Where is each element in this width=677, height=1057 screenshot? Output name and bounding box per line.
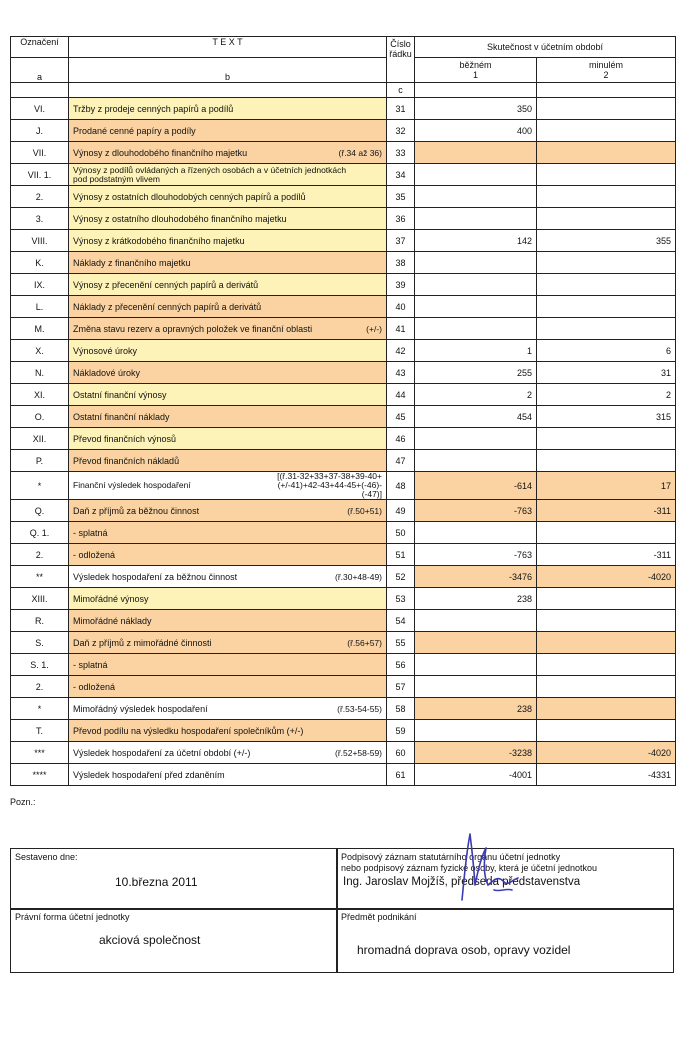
row-text-cell — [69, 296, 387, 318]
row-text-cell — [69, 340, 387, 362]
header-a: a — [11, 58, 69, 83]
row-text-cell — [69, 362, 387, 384]
value-previous: 6 — [537, 340, 676, 362]
table-row — [11, 472, 676, 500]
header-radku: řádku — [389, 49, 412, 59]
header-spacer-2 — [537, 83, 676, 98]
row-number: 43 — [387, 362, 415, 384]
legal-form-label: Právní forma účetní jednotky — [15, 912, 130, 922]
row-text-wrap — [73, 594, 382, 604]
signature-label-line-2: nebo podpisový záznam fyzické osoby, která je účetní jednotkou — [341, 863, 597, 873]
table-row — [11, 588, 676, 610]
table-row — [11, 98, 676, 120]
row-text-cell — [69, 274, 387, 296]
row-text: Výsledek hospodaření za běžnou činnost — [73, 571, 238, 582]
row-number: 59 — [387, 720, 415, 742]
row-number: 60 — [387, 742, 415, 764]
value-current — [415, 208, 537, 230]
value-current — [415, 296, 537, 318]
value-previous — [537, 588, 676, 610]
signature-label-line-1: Podpisový záznam statutárního orgánu účetní jednotky — [341, 852, 561, 862]
row-mark: 3. — [11, 208, 69, 230]
row-text: Mimořádný výsledek hospodaření — [73, 703, 208, 714]
header-row-2 — [11, 58, 676, 83]
value-current — [415, 164, 537, 186]
header-spacer-1 — [415, 83, 537, 98]
row-text: - odložená — [73, 681, 116, 692]
row-number: 58 — [387, 698, 415, 720]
table-row — [11, 742, 676, 764]
row-mark: XIII. — [11, 588, 69, 610]
table-row — [11, 522, 676, 544]
row-number: 48 — [387, 472, 415, 500]
row-formula: (+/-) — [366, 323, 382, 334]
row-number: 50 — [387, 522, 415, 544]
row-text-wrap — [73, 346, 382, 356]
row-text-wrap — [73, 412, 382, 422]
row-number: 39 — [387, 274, 415, 296]
row-text: Převod finančních nákladů — [73, 455, 180, 466]
row-text-wrap — [73, 638, 382, 648]
row-mark: 2. — [11, 544, 69, 566]
row-mark: S. 1. — [11, 654, 69, 676]
row-mark: * — [11, 472, 69, 500]
row-text-wrap — [73, 528, 382, 538]
row-mark: O. — [11, 406, 69, 428]
value-previous — [537, 98, 676, 120]
row-mark: VII. — [11, 142, 69, 164]
value-previous: 17 — [537, 472, 676, 500]
value-current — [415, 676, 537, 698]
row-mark: XI. — [11, 384, 69, 406]
row-text: Výnosové úroky — [73, 345, 138, 356]
row-formula: (ř.52+58-59) — [334, 747, 382, 758]
value-current — [415, 428, 537, 450]
row-mark: 2. — [11, 186, 69, 208]
row-text-wrap — [73, 192, 382, 202]
value-current — [415, 450, 537, 472]
header-cislo: Číslo — [390, 39, 411, 49]
row-number: 51 — [387, 544, 415, 566]
row-text: Daň z příjmů z mimořádné činnosti — [73, 637, 212, 648]
row-text-cell — [69, 450, 387, 472]
value-previous — [537, 296, 676, 318]
row-number: 49 — [387, 500, 415, 522]
value-current — [415, 252, 537, 274]
row-text: Náklady z finančního majetku — [73, 257, 191, 268]
row-text-cell — [69, 428, 387, 450]
row-text-cell — [69, 472, 387, 500]
row-number: 41 — [387, 318, 415, 340]
row-formula: (ř.53-54-55) — [337, 703, 382, 714]
row-text-wrap — [73, 236, 382, 246]
header-minule-col — [537, 58, 676, 83]
row-text-wrap — [73, 214, 382, 224]
header-minule: minulém — [589, 60, 624, 70]
row-text: Náklady z přecenění cenných papírů a derivátů — [73, 301, 262, 312]
row-text: - odložená — [73, 549, 116, 560]
row-number: 55 — [387, 632, 415, 654]
row-text: Výnosy z dlouhodobého finančního majetku — [73, 147, 248, 158]
row-text: Výnosy z krátkodobého finančního majetku — [73, 235, 245, 246]
row-text-wrap — [73, 726, 382, 736]
business-subject-value: hromadná doprava osob, opravy vozidel — [357, 943, 571, 957]
row-mark: P. — [11, 450, 69, 472]
row-text-cell — [69, 610, 387, 632]
row-number: 53 — [387, 588, 415, 610]
table-row — [11, 406, 676, 428]
header-row-3 — [11, 83, 676, 98]
row-text: Výnosy z ostatních dlouhodobých cenných papírů a podílů — [73, 191, 306, 202]
table-row — [11, 676, 676, 698]
row-text-cell — [69, 522, 387, 544]
value-previous: -311 — [537, 500, 676, 522]
table-row — [11, 654, 676, 676]
row-mark: N. — [11, 362, 69, 384]
row-text-wrap — [73, 166, 382, 184]
row-text-wrap — [73, 324, 382, 334]
row-text-cell — [69, 208, 387, 230]
table-row — [11, 186, 676, 208]
value-current — [415, 186, 537, 208]
row-text: Výnosy z přecenění cenných papírů a derivátů — [73, 279, 259, 290]
value-current — [415, 632, 537, 654]
row-formula: (ř.56+57) — [347, 637, 382, 648]
table-row — [11, 384, 676, 406]
row-text-wrap — [73, 748, 382, 758]
table-row — [11, 450, 676, 472]
row-number: 46 — [387, 428, 415, 450]
value-previous — [537, 120, 676, 142]
value-current — [415, 142, 537, 164]
row-text-wrap — [73, 104, 382, 114]
header-cislo-radku — [387, 37, 415, 83]
header-b: b — [69, 58, 387, 83]
row-text-wrap — [73, 550, 382, 560]
table-row — [11, 340, 676, 362]
row-text: Převod podílu na výsledku hospodaření společníkům (+/-) — [73, 725, 304, 736]
business-subject-box — [336, 908, 674, 973]
row-number: 31 — [387, 98, 415, 120]
row-text-cell — [69, 384, 387, 406]
row-mark: XII. — [11, 428, 69, 450]
value-current: 1 — [415, 340, 537, 362]
header-skutecnost: Skutečnost v účetním období — [415, 37, 676, 58]
row-text-cell — [69, 720, 387, 742]
row-text: Tržby z prodeje cenných papírů a podílů — [73, 103, 234, 114]
row-text-wrap — [73, 770, 382, 780]
value-previous — [537, 676, 676, 698]
table-row — [11, 208, 676, 230]
row-number: 36 — [387, 208, 415, 230]
value-current — [415, 274, 537, 296]
row-number: 38 — [387, 252, 415, 274]
value-previous: 31 — [537, 362, 676, 384]
row-number: 32 — [387, 120, 415, 142]
table-row — [11, 720, 676, 742]
value-previous: 355 — [537, 230, 676, 252]
signature-stroke — [462, 834, 518, 900]
value-previous — [537, 164, 676, 186]
table-row — [11, 318, 676, 340]
row-number: 47 — [387, 450, 415, 472]
table-row — [11, 230, 676, 252]
value-current: 2 — [415, 384, 537, 406]
row-text-cell — [69, 318, 387, 340]
value-current: 350 — [415, 98, 537, 120]
value-previous: -4020 — [537, 566, 676, 588]
value-previous — [537, 698, 676, 720]
row-formula: (ř.30+48-49) — [334, 571, 382, 582]
row-number: 61 — [387, 764, 415, 786]
value-current: -3238 — [415, 742, 537, 764]
header-col1: 1 — [472, 70, 478, 80]
value-previous — [537, 610, 676, 632]
row-text-wrap — [73, 704, 382, 714]
value-current: 255 — [415, 362, 537, 384]
row-text: Změna stavu rezerv a opravných položek ve finanční oblasti — [73, 323, 313, 334]
header-row-1 — [11, 37, 676, 58]
row-mark: VII. 1. — [11, 164, 69, 186]
row-number: 54 — [387, 610, 415, 632]
row-text-cell — [69, 186, 387, 208]
signature-value: Ing. Jaroslav Mojžíš, předseda představenstva — [343, 876, 581, 888]
row-mark: J. — [11, 120, 69, 142]
table-row — [11, 610, 676, 632]
header-c: c — [387, 83, 415, 98]
row-text: Prodané cenné papíry a podíly — [73, 125, 196, 136]
row-mark: L. — [11, 296, 69, 318]
value-current — [415, 610, 537, 632]
handwritten-signature — [448, 830, 528, 905]
row-mark: S. — [11, 632, 69, 654]
value-current: -614 — [415, 472, 537, 500]
row-text-wrap — [73, 616, 382, 626]
header-bezne-col — [415, 58, 537, 83]
row-text: Mimořádné náklady — [73, 615, 152, 626]
value-current — [415, 720, 537, 742]
row-mark: IX. — [11, 274, 69, 296]
row-text-wrap — [73, 456, 382, 466]
row-text: Převod finančních výnosů — [73, 433, 177, 444]
row-text-wrap — [73, 280, 382, 290]
table-row — [11, 164, 676, 186]
row-mark: Q. 1. — [11, 522, 69, 544]
row-text-wrap — [73, 126, 382, 136]
row-number: 33 — [387, 142, 415, 164]
row-text-wrap — [73, 148, 382, 158]
row-text-wrap — [73, 572, 382, 582]
row-text: Ostatní finanční náklady — [73, 411, 170, 422]
row-text-cell — [69, 500, 387, 522]
row-text: - splatná — [73, 527, 108, 538]
table-row — [11, 632, 676, 654]
value-current: 454 — [415, 406, 537, 428]
table-row — [11, 544, 676, 566]
table-row — [11, 274, 676, 296]
value-current: -763 — [415, 544, 537, 566]
row-text-cell — [69, 120, 387, 142]
row-text: Výsledek hospodaření za účetní období (+/-) — [73, 747, 251, 758]
row-text-wrap — [73, 682, 382, 692]
table-row — [11, 362, 676, 384]
table-row — [11, 698, 676, 720]
row-formula: (ř.50+51) — [347, 505, 382, 516]
row-mark: 2. — [11, 676, 69, 698]
row-text-wrap — [73, 660, 382, 670]
header-col2: 2 — [603, 70, 609, 80]
value-previous — [537, 318, 676, 340]
value-previous — [537, 428, 676, 450]
row-text-cell — [69, 676, 387, 698]
row-number: 52 — [387, 566, 415, 588]
table-row — [11, 566, 676, 588]
table-row — [11, 764, 676, 786]
row-mark: * — [11, 698, 69, 720]
financial-table — [10, 36, 676, 786]
row-text: Výnosy z ostatního dlouhodobého finančního majetku — [73, 213, 287, 224]
value-current: 400 — [415, 120, 537, 142]
row-text: Výnosy z podílů ovládaných a řízených osobách a v účetních jednotkách pod podstatným vlivem — [73, 164, 347, 184]
row-text: Ostatní finanční výnosy — [73, 389, 167, 400]
row-number: 45 — [387, 406, 415, 428]
value-previous: 2 — [537, 384, 676, 406]
row-text-cell — [69, 98, 387, 120]
row-text-cell — [69, 654, 387, 676]
value-previous — [537, 208, 676, 230]
note-label: Pozn.: — [10, 797, 36, 807]
row-number: 40 — [387, 296, 415, 318]
value-previous: 315 — [537, 406, 676, 428]
row-number: 37 — [387, 230, 415, 252]
row-formula: (ř.34 až 36) — [338, 147, 382, 158]
row-text: - splatná — [73, 659, 108, 670]
value-previous — [537, 252, 676, 274]
row-mark: **** — [11, 764, 69, 786]
table-row — [11, 296, 676, 318]
value-current: 238 — [415, 698, 537, 720]
header-oznaceni: Označení — [11, 37, 69, 58]
row-text: Mimořádné výnosy — [73, 593, 149, 604]
table-row — [11, 500, 676, 522]
value-previous — [537, 632, 676, 654]
row-text-wrap — [73, 390, 382, 400]
value-current: 238 — [415, 588, 537, 610]
value-current: 142 — [415, 230, 537, 252]
value-previous — [537, 450, 676, 472]
row-mark: *** — [11, 742, 69, 764]
value-previous: -311 — [537, 544, 676, 566]
compiled-date-value: 10.března 2011 — [115, 875, 198, 889]
header-spacer-b — [69, 83, 387, 98]
value-current: -4001 — [415, 764, 537, 786]
row-text-wrap — [73, 258, 382, 268]
row-text-cell — [69, 142, 387, 164]
compiled-date-box — [10, 848, 338, 910]
value-previous — [537, 274, 676, 296]
row-text-cell — [69, 164, 387, 186]
row-text-wrap — [73, 506, 382, 516]
row-text-wrap — [73, 434, 382, 444]
value-current — [415, 522, 537, 544]
value-previous — [537, 720, 676, 742]
row-number: 56 — [387, 654, 415, 676]
row-mark: R. — [11, 610, 69, 632]
row-text-cell — [69, 764, 387, 786]
row-mark: X. — [11, 340, 69, 362]
row-formula: [(ř.31-32+33+37-38+39-40+(+/-41)+42-43+44-45+(-46)-(-47)] — [277, 471, 382, 499]
row-mark: VIII. — [11, 230, 69, 252]
row-number: 42 — [387, 340, 415, 362]
row-text-wrap — [73, 368, 382, 378]
legal-form-box — [10, 908, 338, 973]
table-row — [11, 142, 676, 164]
table-row — [11, 428, 676, 450]
row-text-cell — [69, 566, 387, 588]
row-number: 34 — [387, 164, 415, 186]
header-spacer-a — [11, 83, 69, 98]
row-number: 57 — [387, 676, 415, 698]
legal-form-value: akciová společnost — [99, 933, 201, 947]
row-text-cell — [69, 544, 387, 566]
row-text-cell — [69, 406, 387, 428]
value-previous: -4331 — [537, 764, 676, 786]
row-mark: Q. — [11, 500, 69, 522]
row-text-wrap — [73, 302, 382, 312]
row-text: Finanční výsledek hospodaření — [73, 480, 191, 490]
row-number: 35 — [387, 186, 415, 208]
business-subject-label: Předmět podnikání — [341, 912, 417, 922]
table-row — [11, 120, 676, 142]
row-text-cell — [69, 252, 387, 274]
table-row — [11, 252, 676, 274]
row-mark: ** — [11, 566, 69, 588]
row-text-wrap — [73, 472, 382, 499]
row-text-cell — [69, 632, 387, 654]
row-text: Daň z příjmů za běžnou činnost — [73, 505, 200, 516]
value-previous — [537, 142, 676, 164]
row-mark: VI. — [11, 98, 69, 120]
row-text-cell — [69, 588, 387, 610]
table-body — [11, 98, 676, 786]
row-mark: M. — [11, 318, 69, 340]
value-previous: -4020 — [537, 742, 676, 764]
row-number: 44 — [387, 384, 415, 406]
row-text: Nákladové úroky — [73, 367, 141, 378]
row-text-cell — [69, 742, 387, 764]
row-text: Výsledek hospodaření před zdaněním — [73, 769, 225, 780]
header-text: T E X T — [69, 37, 387, 58]
value-previous — [537, 522, 676, 544]
value-current: -3476 — [415, 566, 537, 588]
value-current: -763 — [415, 500, 537, 522]
row-mark: K. — [11, 252, 69, 274]
value-current — [415, 654, 537, 676]
value-current — [415, 318, 537, 340]
row-mark: T. — [11, 720, 69, 742]
value-previous — [537, 654, 676, 676]
value-previous — [537, 186, 676, 208]
header-bezne: běžném — [459, 60, 492, 70]
compiled-date-label: Sestaveno dne: — [15, 852, 78, 862]
row-text-cell — [69, 230, 387, 252]
row-text-cell — [69, 698, 387, 720]
